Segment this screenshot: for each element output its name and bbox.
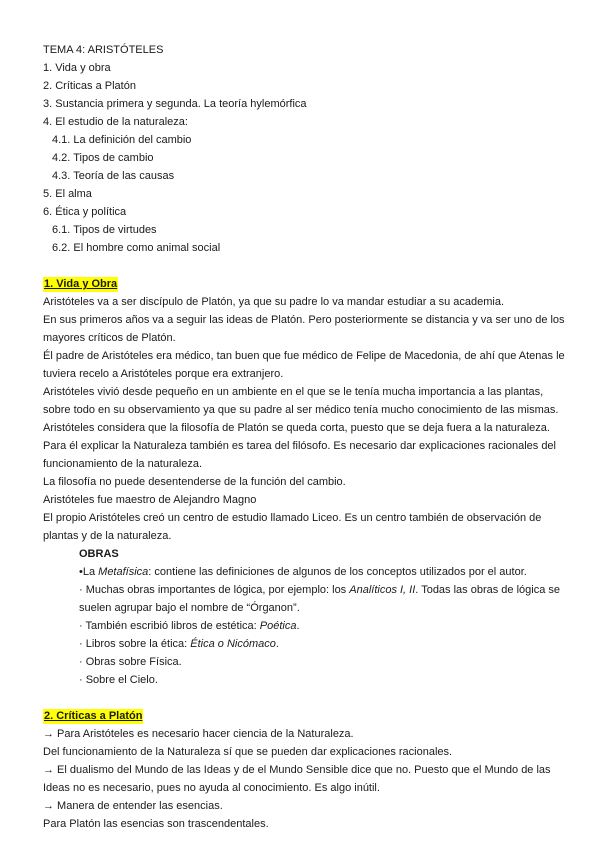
toc-item: 5. El alma — [43, 188, 92, 200]
toc-subitem: 6.2. El hombre como animal social — [52, 242, 221, 254]
section-criticas-a-platon — [43, 707, 573, 833]
toc-item: 2. Críticas a Platón — [43, 80, 136, 92]
paragraph: Aristóteles fue maestro de Alejandro Magno — [43, 494, 257, 506]
obras-item: · Sobre el Cielo. — [79, 674, 158, 686]
section-heading: 2. Críticas a Platón — [44, 710, 143, 722]
paragraph: El propio Aristóteles creó un centro de estudio llamado Liceo. Es un centro también de observación de plantas y de la naturaleza. — [43, 512, 542, 542]
section-heading: 1. Vida y Obra — [44, 278, 118, 290]
paragraph: → El dualismo del Mundo de las Ideas y de el Mundo Sensible dice que no. Puesto que el Mundo de las Ideas no es necesario, pues no ayuda al conocimiento. Es algo inútil. — [43, 764, 551, 794]
toc-subitem: 6.1. Tipos de virtudes — [52, 224, 157, 236]
obras-item: · Libros sobre la ética: Ética o Nicómaco. — [79, 638, 279, 650]
obras-item: · También escribió libros de estética: Poética. — [79, 620, 300, 632]
obras-title: OBRAS — [79, 548, 119, 560]
paragraph: En sus primeros años va a seguir las ideas de Platón. Pero posteriormente se distancia y va ser uno de los mayores críticos de Platón. — [43, 314, 565, 344]
toc-item: 4. El estudio de la naturaleza: — [43, 116, 188, 128]
section-vida-y-obra — [43, 275, 573, 689]
paragraph: La filosofía no puede desentenderse de la función del cambio. — [43, 476, 346, 488]
paragraph: → Para Aristóteles es necesario hacer ciencia de la Naturaleza. — [43, 728, 354, 740]
obras-item: •La Metafísica: contiene las definiciones de algunos de los conceptos utilizados por el autor. — [79, 566, 527, 578]
obras-item: · Obras sobre Física. — [79, 656, 182, 668]
toc-item: 1. Vida y obra — [43, 62, 111, 74]
paragraph: Aristóteles considera que la filosofía de Platón se queda corta, puesto que se deja fuera a la naturaleza. — [43, 422, 550, 434]
paragraph: Para él explicar la Naturaleza también es tarea del filósofo. Es necesario dar explicaciones racionales del funcionamiento de la naturaleza. — [43, 440, 556, 470]
toc-title: TEMA 4: ARISTÓTELES — [43, 44, 164, 56]
toc-subitem: 4.1. La definición del cambio — [52, 134, 192, 146]
paragraph: Aristóteles vivió desde pequeño en un ambiente en el que se le tenía mucha importancia a las plantas, sobre todo en su observamiento ya que su padre al ser médico tenía mucho conocimiento de las mismas. — [43, 386, 559, 416]
toc-subitem: 4.3. Teoría de las causas — [52, 170, 175, 182]
obras-item: · Muchas obras importantes de lógica, por ejemplo: los Analíticos I, II. Todas las obras de lógica se suelen agrupar bajo el nombre de “Órganon”. — [79, 584, 560, 614]
obras-list — [43, 545, 573, 689]
paragraph: Del funcionamiento de la Naturaleza sí que se pueden dar explicaciones racionales. — [43, 746, 453, 758]
toc-item: 3. Sustancia primera y segunda. La teoría hylemórfica — [43, 98, 307, 110]
paragraph: Aristóteles va a ser discípulo de Platón, ya que su padre lo va mandar estudiar a su academia. — [43, 296, 505, 308]
paragraph: → Manera de entender las esencias. — [43, 800, 223, 812]
table-of-contents — [43, 41, 573, 257]
page-content — [43, 41, 573, 833]
toc-item: 6. Ética y política — [43, 206, 127, 218]
toc-subitem: 4.2. Tipos de cambio — [52, 152, 154, 164]
paragraph: Él padre de Aristóteles era médico, tan buen que fue médico de Felipe de Macedonia, de ahí que Atenas le tuviera recelo a Aristóteles porque era extranjero. — [43, 350, 565, 380]
paragraph: Para Platón las esencias son trascendentales. — [43, 818, 269, 830]
